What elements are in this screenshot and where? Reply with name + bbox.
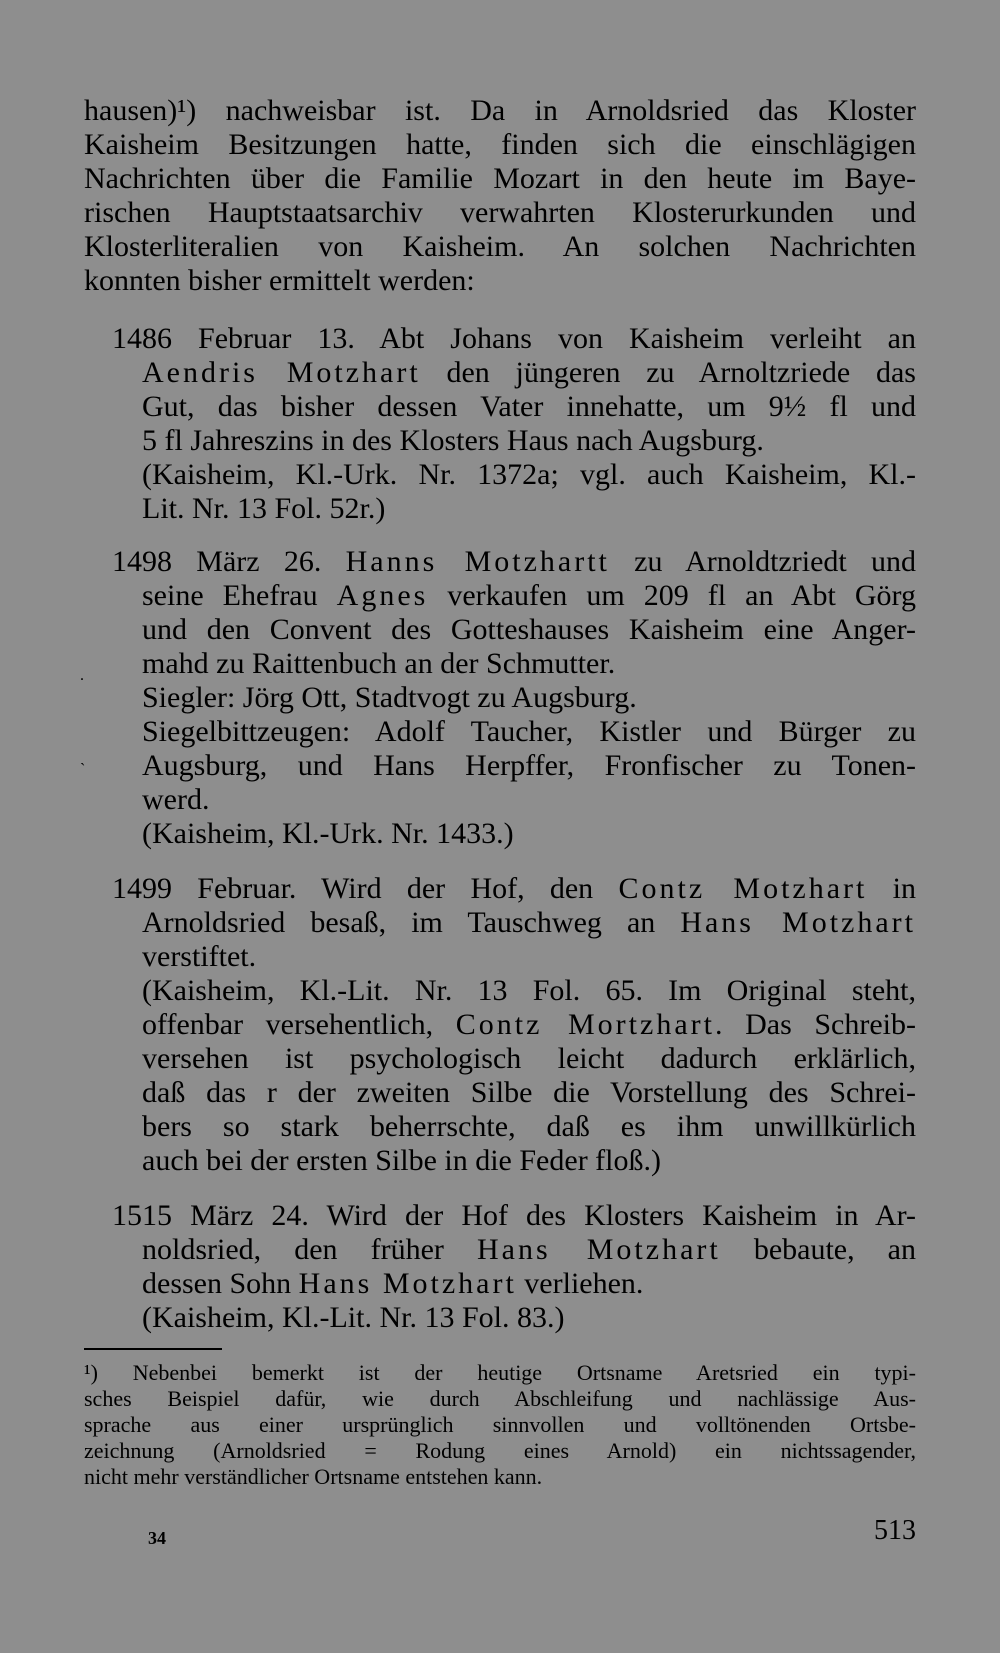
- text-span: noldsried, den früher: [142, 1233, 478, 1266]
- text-span: seine Ehefrau: [142, 579, 337, 612]
- entry-heading-line: 1486 Februar 13. Abt Johans von Kaisheim verleiht an: [112, 322, 916, 355]
- text-span: den jüngeren zu Arnoltzriede das: [420, 356, 916, 389]
- text-span: Arnoldsried besaß, im Tauschweg an: [142, 906, 681, 939]
- entry-heading-line: 1515 März 24. Wird der Hof des Klosters Kaisheim in Ar-: [112, 1199, 916, 1232]
- text-line: rischen Hauptstaatsarchiv verwahrten Klosterurkunden und: [84, 196, 916, 229]
- text-line: Nachrichten über die Familie Mozart in den heute im Baye-: [84, 162, 916, 195]
- text-line: und den Convent des Gotteshauses Kaisheim eine Anger-: [142, 613, 916, 646]
- footnote-line: sprache aus einer ursprünglich sinnvollen und volltönenden Ortsbe-: [84, 1412, 916, 1437]
- source-citation: (Kaisheim, Kl.-Lit. Nr. 13 Fol. 65. Im Original steht,: [142, 974, 916, 1007]
- source-citation: (Kaisheim, Kl.-Urk. Nr. 1433.): [142, 817, 514, 850]
- text-line: Siegelbittzeugen: Adolf Taucher, Kistler und Bürger zu: [142, 715, 916, 748]
- source-citation: Lit. Nr. 13 Fol. 52r.): [142, 492, 386, 525]
- text-line: Siegler: Jörg Ott, Stadtvogt zu Augsburg.: [142, 681, 637, 714]
- text-line: auch bei der ersten Silbe in die Feder floß.): [142, 1144, 661, 1177]
- page-number: 513: [874, 1515, 916, 1546]
- person-name: Hans Motzhart: [680, 906, 916, 939]
- text-span: zu Arnoldtzriedt und: [609, 545, 917, 578]
- person-name: Aendris Motzhart: [142, 356, 421, 389]
- text-line: Gut, das bisher dessen Vater innehatte, um 9½ fl und: [142, 390, 916, 423]
- text-line: hausen)¹) nachweisbar ist. Da in Arnoldsried das Kloster: [84, 94, 916, 127]
- margin-mark: `: [80, 761, 86, 778]
- text-line: konnten bisher ermittelt werden:: [84, 264, 475, 297]
- person-name: Contz Motzhart: [618, 872, 868, 905]
- text-line: [142, 356, 916, 390]
- text-line: Klosterliteralien von Kaisheim. An solchen Nachrichten: [84, 230, 916, 263]
- text-line: verstiftet.: [142, 940, 257, 973]
- footnote-line: sches Beispiel dafür, wie durch Abschleifung und nachlässige Aus-: [84, 1386, 916, 1411]
- text-line: versehen ist psychologisch leicht dadurch erklärlich,: [142, 1042, 916, 1075]
- text-line: [142, 1233, 916, 1267]
- margin-mark: .: [80, 667, 84, 684]
- text-line: [142, 579, 916, 613]
- footnote-line: nicht mehr verständlicher Ortsname entstehen kann.: [84, 1464, 543, 1489]
- text-line: mahd zu Raittenbuch an der Schmutter.: [142, 647, 616, 680]
- person-name: Hans Motzhart: [298, 1267, 517, 1300]
- text-line: [142, 1008, 916, 1042]
- text-span: bebaute, an: [720, 1233, 916, 1266]
- source-citation: (Kaisheim, Kl.-Urk. Nr. 1372a; vgl. auch Kaisheim, Kl.-: [142, 458, 916, 491]
- text-span: offenbar versehentlich,: [142, 1008, 456, 1041]
- text-line: Augsburg, und Hans Herpffer, Fronfischer zu Tonen-: [142, 749, 916, 782]
- text-span: in: [867, 872, 916, 905]
- text-line: bers so stark beherrschte, daß es ihm unwillkürlich: [142, 1110, 916, 1143]
- person-name: Contz Mortzhart: [455, 1008, 715, 1041]
- text-span: . Das Schreib-: [714, 1008, 916, 1041]
- footnote-line: ¹) Nebenbei bemerkt ist der heutige Ortsname Aretsried ein typi-: [84, 1360, 916, 1385]
- text-line: 5 fl Jahreszins in des Klosters Haus nach Augsburg.: [142, 424, 764, 457]
- entry-heading-line: [112, 872, 916, 906]
- text-span: dessen Sohn: [142, 1267, 299, 1300]
- text-span: verkaufen um 209 fl an Abt Görg: [428, 579, 916, 612]
- text-span: verliehen.: [516, 1267, 644, 1300]
- text-line: [142, 1267, 916, 1301]
- signature-mark: 34: [148, 1528, 166, 1548]
- text-line: daß das r der zweiten Silbe die Vorstellung des Schrei-: [142, 1076, 916, 1109]
- person-name: Hans Motzhart: [477, 1233, 721, 1266]
- person-name: Agnes: [336, 579, 429, 612]
- entry-heading-line: [112, 545, 916, 579]
- person-name: Hanns Motzhartt: [345, 545, 610, 578]
- text-line: [142, 906, 916, 940]
- text-line: Kaisheim Besitzungen hatte, finden sich die einschlägigen: [84, 128, 916, 161]
- source-citation: (Kaisheim, Kl.-Lit. Nr. 13 Fol. 83.): [142, 1301, 565, 1334]
- footnote-line: zeichnung (Arnoldsried = Rodung eines Arnold) ein nichtssagender,: [84, 1438, 916, 1463]
- text-line: werd.: [142, 783, 210, 816]
- footnote-rule: [84, 1348, 222, 1350]
- text-span: 1499 Februar. Wird der Hof, den: [112, 872, 619, 905]
- text-span: 1498 März 26.: [112, 545, 346, 578]
